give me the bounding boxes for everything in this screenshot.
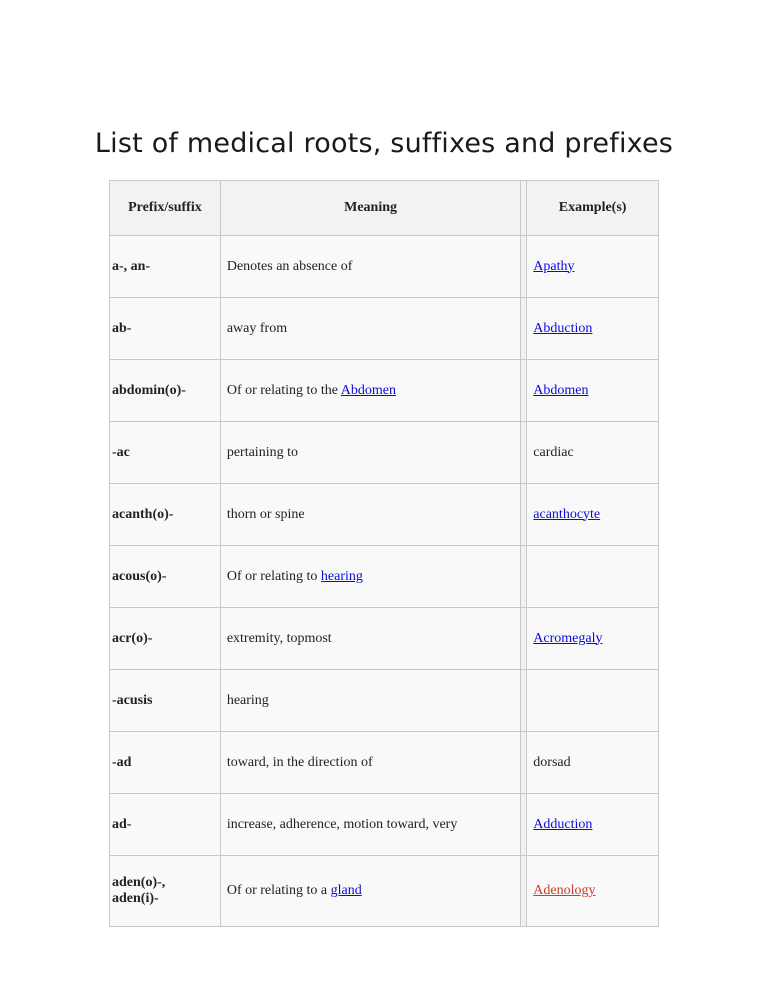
example-link[interactable]: Adduction (533, 816, 593, 832)
meaning-text: extremity, topmost (226, 630, 332, 646)
table-row (110, 484, 658, 546)
example-text: dorsad (533, 754, 571, 770)
example-cell (527, 360, 658, 422)
table-row (110, 794, 658, 856)
meaning-text: thorn or spine (226, 506, 305, 522)
table-row (110, 236, 658, 298)
table-row (110, 670, 658, 732)
meaning-cell (221, 422, 522, 484)
roots-table-container (109, 180, 659, 927)
meaning-cell (221, 360, 522, 422)
prefix-cell: -acusis (110, 670, 221, 732)
example-redlink[interactable]: Adenology (533, 883, 596, 898)
example-cell (527, 484, 658, 546)
header-prefix-suffix: Prefix/suffix (110, 181, 221, 236)
meaning-link[interactable]: Abdomen (340, 382, 396, 398)
medical-roots-table (109, 180, 659, 927)
table-row (110, 360, 658, 422)
example-link[interactable]: Apathy (533, 258, 575, 274)
example-link[interactable]: acanthocyte (533, 506, 601, 522)
example-link[interactable]: Abdomen (533, 382, 589, 398)
meaning-text: pertaining to (226, 444, 298, 460)
meaning-text: hearing (226, 692, 269, 708)
example-link[interactable]: Abduction (533, 320, 593, 336)
prefix-cell: a-, an- (110, 236, 221, 298)
header-meaning: Meaning (221, 181, 522, 236)
prefix-cell: acr(o)- (110, 608, 221, 670)
prefix-line-2: aden(i)- (112, 891, 159, 906)
prefix-line-1: aden(o)-, (112, 875, 166, 890)
example-cell (527, 422, 658, 484)
meaning-link[interactable]: hearing (320, 568, 363, 584)
meaning-cell (221, 298, 522, 360)
meaning-cell (221, 670, 522, 732)
prefix-cell: acous(o)- (110, 546, 221, 608)
example-cell (527, 236, 658, 298)
prefix-cell (110, 856, 221, 926)
example-cell (527, 732, 658, 794)
meaning-link[interactable]: gland (330, 883, 362, 898)
example-cell (527, 546, 658, 608)
meaning-text: away from (226, 320, 288, 336)
meaning-cell (221, 794, 522, 856)
example-cell (527, 608, 658, 670)
example-cell (527, 298, 658, 360)
prefix-cell: abdomin(o)- (110, 360, 221, 422)
meaning-cell (221, 608, 522, 670)
example-link[interactable]: Acromegaly (533, 630, 603, 646)
header-examples: Example(s) (527, 181, 658, 236)
example-cell (527, 794, 658, 856)
example-cell (527, 856, 658, 926)
table-row (110, 732, 658, 794)
prefix-cell: ab- (110, 298, 221, 360)
prefix-cell: acanth(o)- (110, 484, 221, 546)
table-row (110, 856, 658, 926)
meaning-cell (221, 236, 522, 298)
example-cell (527, 670, 658, 732)
example-text: cardiac (533, 444, 574, 460)
meaning-cell (221, 856, 522, 926)
meaning-cell (221, 484, 522, 546)
meaning-text: Of or relating to the (226, 382, 341, 398)
meaning-cell (221, 546, 522, 608)
table-row (110, 298, 658, 360)
prefix-cell: -ac (110, 422, 221, 484)
table-row (110, 546, 658, 608)
table-row (110, 422, 658, 484)
meaning-text: toward, in the direction of (226, 754, 373, 770)
meaning-text: Of or relating to a (226, 883, 331, 898)
table-header-row (110, 181, 658, 236)
meaning-text: Denotes an absence of (226, 258, 353, 274)
prefix-cell: ad- (110, 794, 221, 856)
meaning-text: Of or relating to (226, 568, 321, 584)
meaning-cell (221, 732, 522, 794)
table-row (110, 608, 658, 670)
page-title: List of medical roots, suffixes and prefixes (94, 128, 674, 159)
meaning-text: increase, adherence, motion toward, very (226, 816, 458, 832)
prefix-cell: -ad (110, 732, 221, 794)
